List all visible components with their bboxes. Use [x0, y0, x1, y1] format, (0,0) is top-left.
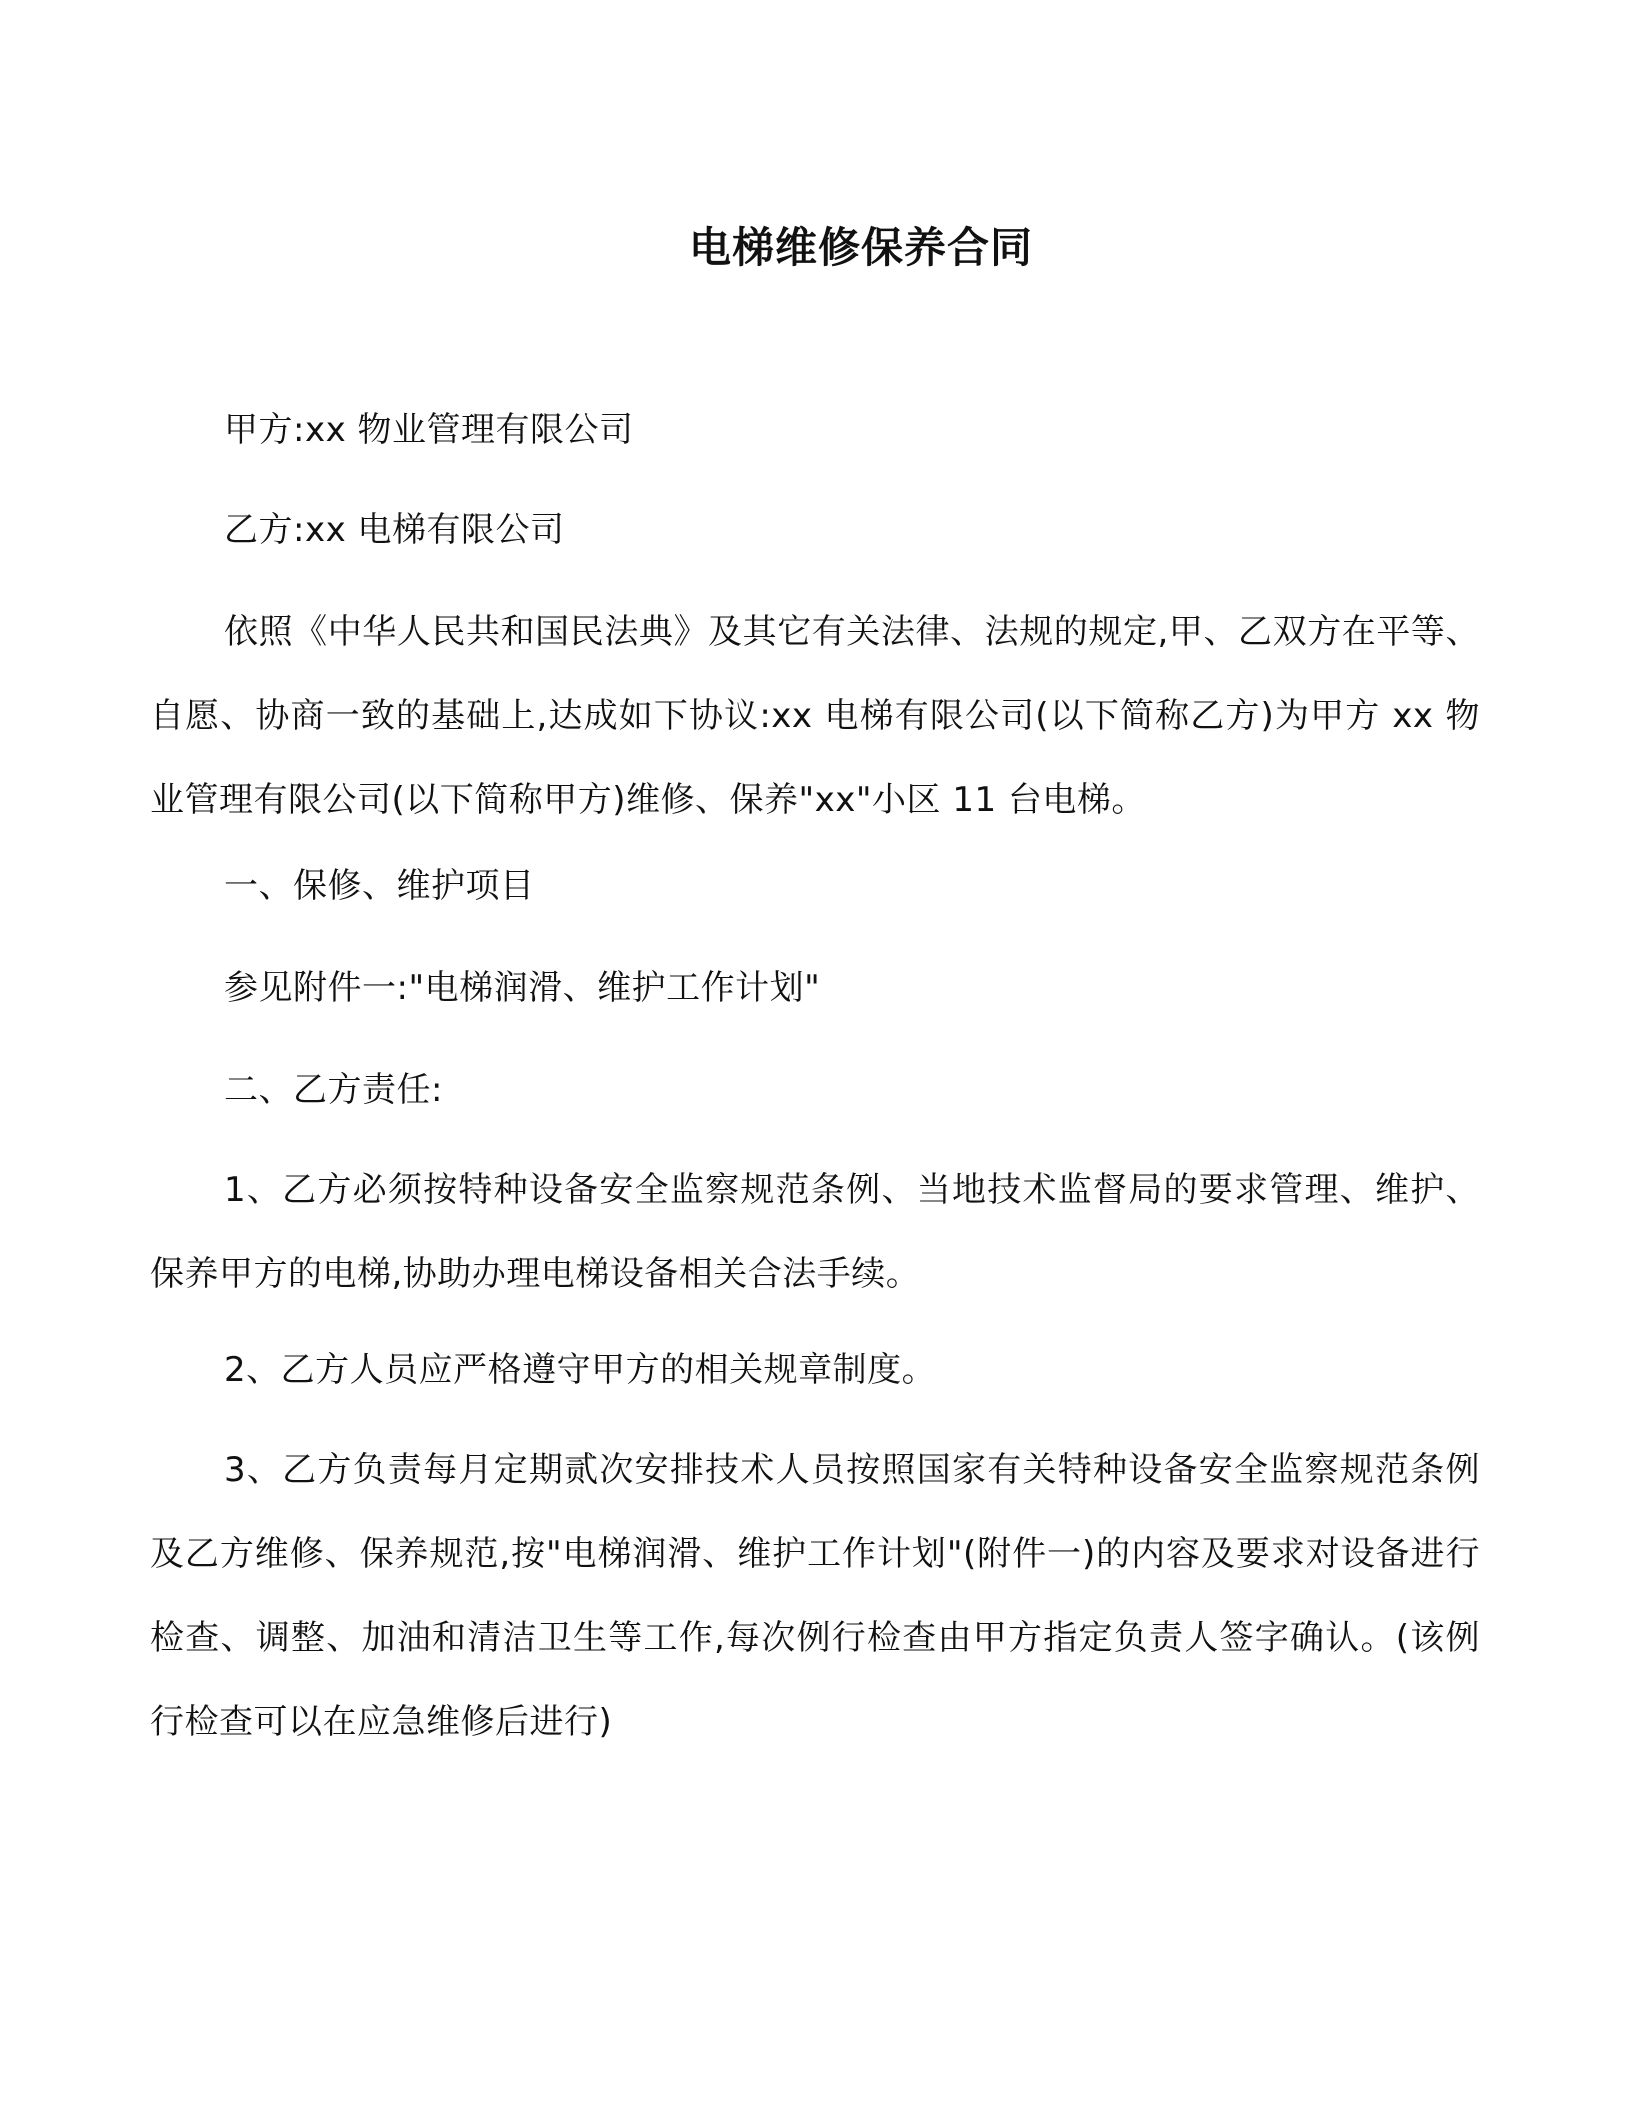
party-a: 甲方:xx 物业管理有限公司	[224, 410, 634, 450]
clause-1: 1、乙方必须按特种设备安全监察规范条例、当地技术监督局的要求管理、维护、保养甲方的电梯,协助办理电梯设备相关合法手续。	[150, 1170, 1480, 1294]
party-b: 乙方:xx 电梯有限公司	[224, 510, 565, 550]
section-two-heading: 二、乙方责任:	[224, 1070, 443, 1110]
clause-2: 2、乙方人员应严格遵守甲方的相关规章制度。	[224, 1350, 937, 1390]
contract-title: 电梯维修保养合同	[688, 223, 1033, 272]
preamble-paragraph: 依照《中华人民共和国民法典》及其它有关法律、法规的规定,甲、乙双方在平等、自愿、协商一致的基础上,达成如下协议:xx 电梯有限公司(以下简称乙方)为甲方 xx 物业管理有限公司(以下简称甲方)维修、保养"xx"小区 11 台电梯。	[150, 612, 1480, 820]
section-one-content: 参见附件一:"电梯润滑、维护工作计划"	[224, 968, 821, 1008]
section-one-heading: 一、保修、维护项目	[224, 866, 535, 906]
clause-3: 3、乙方负责每月定期贰次安排技术人员按照国家有关特种设备安全监察规范条例及乙方维修、保养规范,按"电梯润滑、维护工作计划"(附件一)的内容及要求对设备进行检查、调整、加油和清洁卫生等工作,每次例行检查由甲方指定负责人签字确认。(该例行检查可以在应急维修后进行)	[150, 1450, 1480, 1742]
